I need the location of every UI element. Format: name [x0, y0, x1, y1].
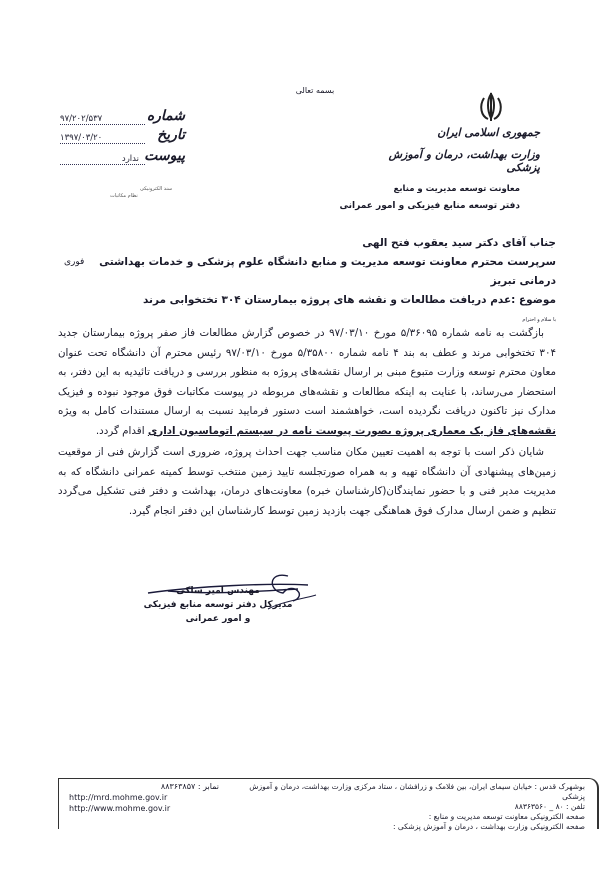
footer-contact — [69, 781, 219, 814]
addressee-role: سرپرست محترم معاونت توسعه مدیریت و منابع دانشگاه علوم پزشکی و خدمات بهداشتی درمانی تبریز — [99, 256, 556, 287]
deputy-website-link[interactable]: http://mrd.mohme.gov.ir — [69, 793, 168, 802]
addressee: جناب آقای دکتر سید یعقوب فتح الهی — [362, 237, 556, 249]
letter-date — [60, 127, 185, 149]
deputy-heading: معاونت توسعه مدیریت و منابع — [393, 184, 520, 194]
bismillah: بسمه تعالی — [295, 86, 335, 95]
ministry-website-link[interactable]: http://www.mohme.gov.ir — [69, 804, 171, 813]
letter-attachment — [60, 148, 185, 170]
office-heading: دفتر توسعه منابع فیزیکی و امور عمرانی — [339, 201, 520, 211]
letterhead-footer — [58, 778, 599, 829]
body-paragraph-1 — [58, 324, 556, 441]
paragraph-text: اقدام گردد. — [95, 424, 145, 437]
small-note: سند الکترونیکی — [140, 186, 173, 192]
ministry-heading: وزارت بهداشت، درمان و آموزش پزشکی — [388, 148, 540, 174]
footer-site-2: صفحه الکترونیکی وزارت بهداشت ، درمان و آموزش پزشکی : — [393, 822, 585, 831]
small-note: نظام مکاتبات — [110, 193, 138, 199]
footer-address: بوشهرک قدس : خیابان سیمای ایران، بین فلامک و زرافشان ، ستاد مرکزی وزارت بهداشت، درمان و آموزش پزشکی — [249, 782, 585, 801]
attachment-value: ندارد — [60, 154, 145, 165]
signatory-title-2: و امور عمرانی — [185, 614, 251, 624]
signatory-block — [133, 584, 303, 626]
greeting: با سلام و احترام — [522, 317, 556, 323]
paragraph-text: بازگشت به نامه شماره ۵/۳۶۰۹۵ مورخ ۹۷/۰۳/۱۰ در خصوص گزارش مطالعات فاز صفر پروژه بیمارستان جدید ۳۰۴ تختخوابی مرند و عطف به بند ۴ نامه شماره ۵/۳۵۸۰۰ مورخ ۹۷/۰۳/۱۰ رئیس محترم آن دانشگاه تحت عنوان معاون محترم توسعه وزارت متبوع مبنی بر ارسال نقشه‌های پروژه به منظور بررسی و دریافت تائیدیه به این دفتر، به استحضار می‌رساند، با عنایت به اینکه مطالعات و نقشه‌های مربوطه در پیوست مکاتبات فوق موجود نبوده و فیزیک مدارک نیز تاکنون دریافت نگردیده است، خواهشمند است دستور فرمایید نسبت به ارسال مستندات کامل به ویژه — [58, 327, 557, 417]
footer-fax: نمابر : ۸۸۳۶۳۸۵۷ — [160, 782, 219, 791]
signatory-title: مدیرکل دفتر توسعه منابع فیزیکی — [143, 600, 293, 610]
letter-body — [58, 234, 556, 661]
underlined-request: نقشه‌های فاز یک معماری پروژه بصورت پیوست نامه در سیستم اتوماسیون اداری — [147, 424, 556, 437]
date-label: تاریخ — [157, 127, 185, 143]
date-value: ۱۳۹۷/۰۳/۲۰ — [60, 133, 145, 144]
signature-area — [58, 571, 556, 661]
body-paragraph-2: شایان ذکر است با توجه به اهمیت تعیین مکان مناسب جهت احداث پروژه، ضروری است گزارش فنی از موقعیت زمین‌های پیشنهادی آن دانشگاه تهیه و به همراه صورتجلسه تایید زمین منتخب توسط کمیته عمرانی دانشگاه که به مدیریت مدیر فنی و با حضور نمایندگان(کارشناسان خبره) معاونت‌های درمان، بهداشت و دفتر فنی تشکیل می‌گردد تنظیم و ضمن ارسال مدارک فوق هماهنگی جهت بازدید زمین توسط کارشناسان این دفتر انجام گیرد. — [58, 446, 556, 517]
number-label: شماره — [146, 108, 185, 124]
footer-phone: تلفن : ۸۰ _ ۸۸۳۶۳۵۶۰ — [514, 802, 585, 811]
footer-address-block — [225, 782, 585, 832]
footer-site-1: صفحه الکترونیکی معاونت توسعه مدیریت و منابع : — [428, 812, 585, 821]
signatory-name: مهندس امیر ساکی — [176, 586, 260, 596]
republic-heading: جمهوری اسلامی ایران — [437, 126, 540, 139]
subject-line: موضوع :عدم دریافت مطالعات و نقشه های پروژه بیمارستان ۳۰۴ تختخوابی مرند — [142, 294, 556, 306]
urgency-label: فوری — [64, 257, 85, 267]
addressee-role-row — [58, 253, 556, 291]
emblem-icon — [478, 92, 504, 122]
number-value: ۹۷/۲۰۲/۵۳۷ — [60, 114, 145, 125]
attachment-label: پیوست — [144, 148, 185, 164]
